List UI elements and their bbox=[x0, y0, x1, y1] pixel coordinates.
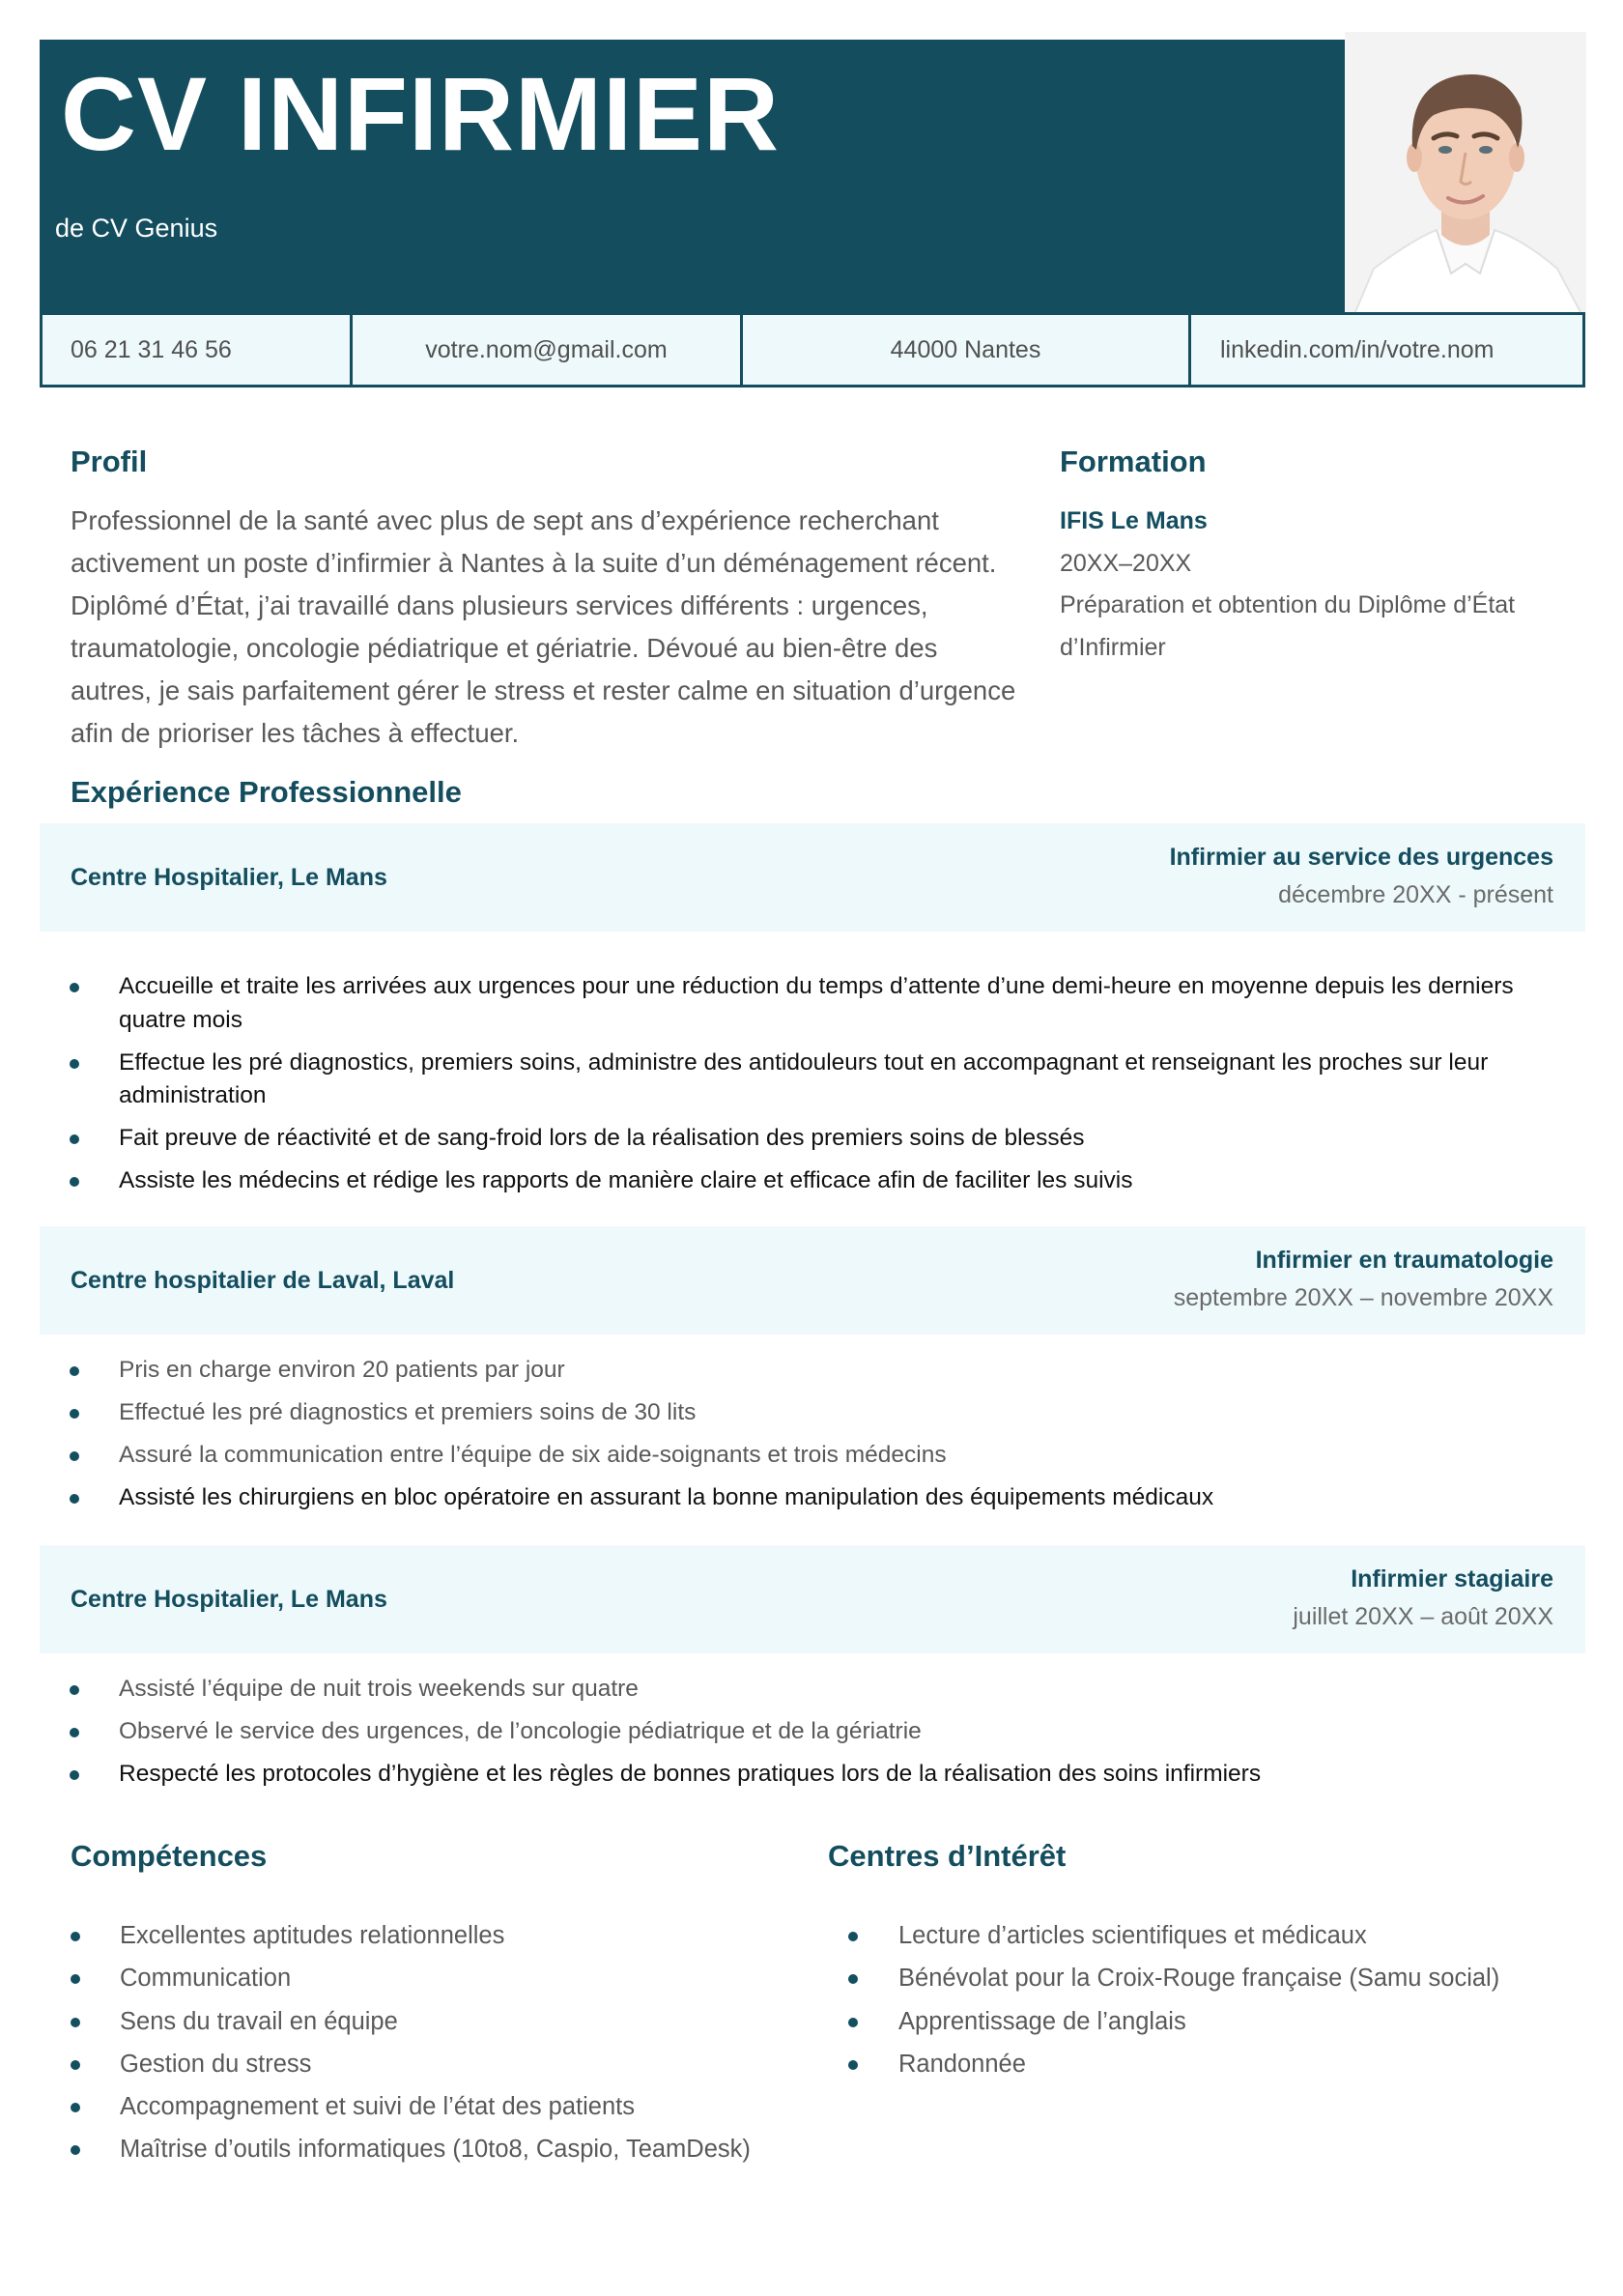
formation-school: IFIS Le Mans bbox=[1060, 507, 1208, 534]
bullet-icon bbox=[70, 1366, 79, 1376]
list-item: Bénévolat pour la Croix-Rouge française (Samu social) bbox=[848, 1957, 1499, 1999]
formation-description: Préparation et obtention du Diplôme d’État d’Infirmier bbox=[1060, 591, 1516, 661]
list-item: Assisté les chirurgiens en bloc opératoire en assurant la bonne manipulation des équipements médicaux bbox=[40, 1481, 1585, 1515]
formation-dates: 20XX–20XX bbox=[1060, 549, 1192, 577]
job-company: Centre Hospitalier, Le Mans bbox=[71, 863, 387, 891]
contact-email[interactable]: votre.nom@gmail.com bbox=[353, 315, 743, 385]
bullet-icon bbox=[71, 1974, 80, 1984]
header-banner bbox=[40, 40, 1345, 314]
list-item: Accompagnement et suivi de l’état des patients bbox=[71, 2085, 751, 2128]
portrait-icon bbox=[1345, 32, 1586, 314]
contact-bar bbox=[40, 312, 1585, 387]
job-dates: décembre 20XX - présent bbox=[1278, 881, 1553, 908]
list-item: Apprentissage de l’anglais bbox=[848, 2000, 1499, 2043]
job-role: Infirmier en traumatologie bbox=[1255, 1247, 1553, 1274]
bullet-icon bbox=[71, 2145, 80, 2155]
bullet-icon bbox=[848, 1932, 858, 1941]
bullet-icon bbox=[70, 1728, 79, 1737]
list-item: Sens du travail en équipe bbox=[71, 2000, 751, 2043]
bullet-icon bbox=[71, 2018, 80, 2027]
list-item: Assisté l’équipe de nuit trois weekends sur quatre bbox=[40, 1673, 1585, 1707]
interets-list bbox=[848, 1914, 1499, 2085]
job-company: Centre Hospitalier, Le Mans bbox=[71, 1585, 387, 1613]
job-company: Centre hospitalier de Laval, Laval bbox=[71, 1266, 455, 1294]
bullet-icon bbox=[70, 983, 79, 992]
list-item: Excellentes aptitudes relationnelles bbox=[71, 1914, 751, 1957]
interets-heading: Centres d’Intérêt bbox=[828, 1839, 1067, 1873]
bullet-icon bbox=[71, 2103, 80, 2112]
competences-heading: Compétences bbox=[71, 1839, 268, 1873]
job-dates: juillet 20XX – août 20XX bbox=[1293, 1603, 1553, 1630]
bullet-icon bbox=[71, 2060, 80, 2070]
list-item: Fait preuve de réactivité et de sang-froid lors de la réalisation des premiers soins de blessés bbox=[40, 1122, 1585, 1156]
list-item: Gestion du stress bbox=[71, 2043, 751, 2085]
formation-heading: Formation bbox=[1060, 445, 1207, 478]
experience-heading: Expérience Professionnelle bbox=[71, 775, 462, 809]
bullet-icon bbox=[71, 1932, 80, 1941]
bullet-icon bbox=[70, 1494, 79, 1504]
bullet-icon bbox=[70, 1134, 79, 1144]
list-item: Observé le service des urgences, de l’oncologie pédiatrique et de la gériatrie bbox=[40, 1715, 1585, 1749]
list-item: Accueille et traite les arrivées aux urgences pour une réduction du temps d’attente d’une demi-heure en moyenne depuis les derniers quatre mois bbox=[40, 970, 1585, 1037]
competences-list bbox=[71, 1914, 751, 2171]
page-title: CV INFIRMIER bbox=[61, 55, 781, 172]
bullet-icon bbox=[848, 2018, 858, 2027]
job-bullets bbox=[40, 970, 1585, 1207]
list-item: Respecté les protocoles d’hygiène et les règles de bonnes pratiques lors de la réalisation des soins infirmiers bbox=[40, 1758, 1585, 1792]
bullet-icon bbox=[848, 1974, 858, 1984]
job-bullets bbox=[40, 1673, 1585, 1800]
list-item: Maîtrise d’outils informatiques (10to8, Caspio, TeamDesk) bbox=[71, 2128, 751, 2170]
bullet-icon bbox=[70, 1177, 79, 1187]
contact-linkedin[interactable]: linkedin.com/in/votre.nom bbox=[1220, 335, 1495, 363]
bullet-icon bbox=[848, 2060, 858, 2070]
list-item: Communication bbox=[71, 1957, 751, 1999]
profil-text: Professionnel de la santé avec plus de sept ans d’expérience recherchant activement un poste d’infirmier à Nantes à la suite d’un déménagement récent. Diplômé d’État, j’ai travaillé dans plusieurs services différents : urgences, traumatologie, oncologie pédiatrique et gériatrie. Dévoué au bien-être des autres, je sais parfaitement gérer le stress et rester calme en situation d’urgence afin de prioriser les tâches à effectuer. bbox=[71, 505, 1016, 748]
job-role: Infirmier au service des urgences bbox=[1169, 844, 1553, 871]
list-item: Pris en charge environ 20 patients par jour bbox=[40, 1354, 1585, 1388]
profile-photo bbox=[1345, 32, 1586, 314]
bullet-icon bbox=[70, 1685, 79, 1695]
profil-heading: Profil bbox=[71, 445, 148, 478]
job-bullets bbox=[40, 1354, 1585, 1524]
job-dates: septembre 20XX – novembre 20XX bbox=[1173, 1284, 1553, 1311]
list-item: Effectué les pré diagnostics et premiers soins de 30 lits bbox=[40, 1396, 1585, 1430]
list-item: Randonnée bbox=[848, 2043, 1499, 2085]
list-item: Assuré la communication entre l’équipe de six aide-soignants et trois médecins bbox=[40, 1439, 1585, 1473]
list-item: Assiste les médecins et rédige les rapports de manière claire et efficace afin de faciliter les suivis bbox=[40, 1164, 1585, 1198]
job-role: Infirmier stagiaire bbox=[1351, 1565, 1553, 1593]
job-header bbox=[40, 823, 1585, 932]
bullet-icon bbox=[70, 1770, 79, 1780]
contact-phone[interactable]: 06 21 31 46 56 bbox=[43, 315, 353, 385]
bullet-icon bbox=[70, 1059, 79, 1069]
formation-entry bbox=[1060, 501, 1581, 669]
job-header bbox=[40, 1226, 1585, 1335]
list-item: Effectue les pré diagnostics, premiers soins, administre des antidouleurs tout en accompagnant et renseignant les proches sur leur administration bbox=[40, 1047, 1585, 1113]
list-item: Lecture d’articles scientifiques et médicaux bbox=[848, 1914, 1499, 1957]
bullet-icon bbox=[70, 1451, 79, 1461]
contact-location: 44000 Nantes bbox=[743, 315, 1191, 385]
page-subtitle: de CV Genius bbox=[55, 214, 218, 243]
job-header bbox=[40, 1545, 1585, 1653]
bullet-icon bbox=[70, 1409, 79, 1419]
